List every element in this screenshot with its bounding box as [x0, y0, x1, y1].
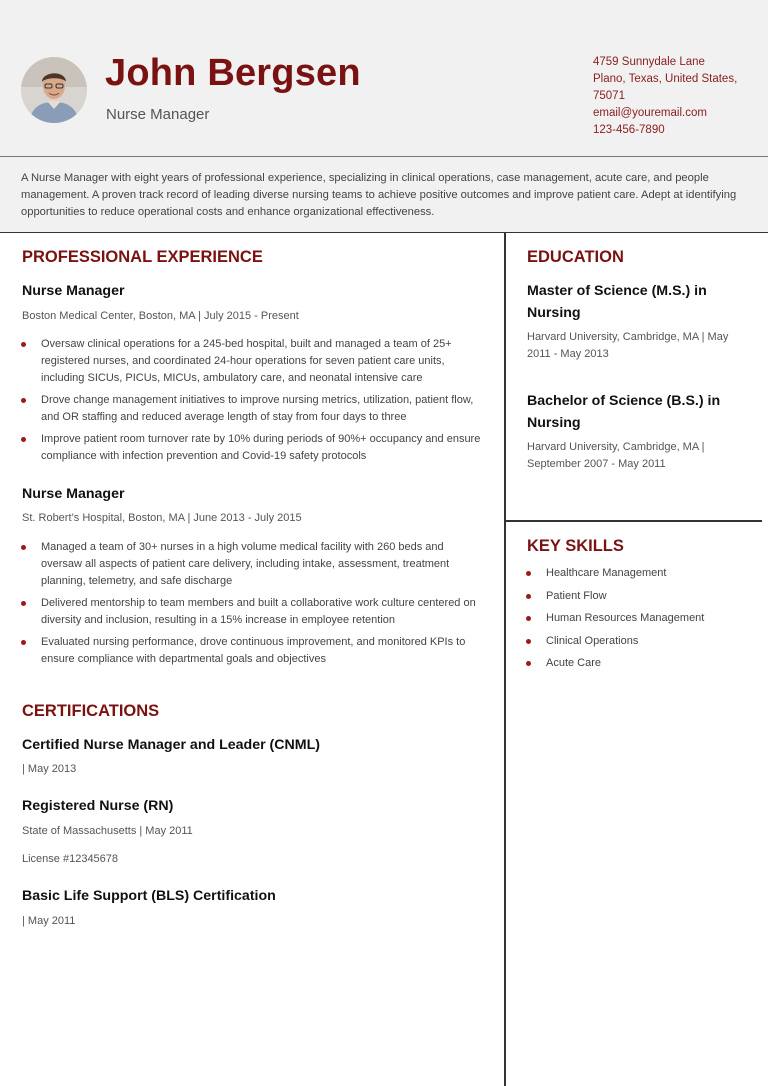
right-column-divider [506, 520, 762, 522]
degree-title-line: Nursing [527, 305, 581, 321]
degree-meta-line: September 2007 - May 2011 [527, 458, 666, 470]
address-line-2: Plano, Texas, United States, [593, 73, 738, 85]
degree-meta-line: Harvard University, Cambridge, MA | May [527, 331, 729, 343]
certification-title: Registered Nurse (RN) [22, 798, 174, 814]
degree-meta-line: Harvard University, Cambridge, MA | [527, 441, 705, 453]
job-meta: St. Robert’s Hospital, Boston, MA | June 2013 - July 2015 [22, 512, 302, 524]
bullet-item: Oversaw clinical operations for a 245-bed hospital, built and managed a team of 25+ registered nurses, and coordinated 24-hour operations for seven patient care units, including SICUs, PICUs, MICUs, ambulatory care, and neonatal intensive care [21, 336, 481, 387]
email-link[interactable]: email@youremail.com [593, 107, 707, 119]
resume-header [0, 0, 768, 157]
bullet-item: Managed a team of 30+ nurses in a high volume medical facility with 260 beds and oversaw all aspects of patient care delivery, including intake, assessment, treatment planning, telemetry, and safe discharge [21, 539, 481, 590]
degree-title [527, 280, 757, 324]
license-number: License #12345678 [22, 853, 119, 865]
summary-divider [0, 232, 768, 233]
degree-title [527, 390, 757, 434]
experience-heading: PROFESSIONAL EXPERIENCE [22, 248, 263, 266]
certification-meta: | May 2011 [22, 915, 76, 927]
candidate-title: Nurse Manager [106, 106, 210, 123]
bullet-item: Evaluated nursing performance, drove continuous improvement, and monitored KPIs to ensure compliance with departmental goals and objectives [21, 634, 481, 668]
certification-meta: | May 2013 [22, 763, 77, 775]
summary-text: A Nurse Manager with eight years of professional experience, specializing in clinical operations, case management, acute care, and people management. A proven track record of leading diverse nursing teams to achieve positive outcomes and improve patient care. Adept at identifying opportunities to reduce operational costs and enhance organizational effectiveness. [21, 172, 737, 218]
bullet-item: Delivered mentorship to team members and built a collaborative work culture centered on diversity and inclusion, resulting in a 15% increase in employee retention [21, 595, 481, 629]
certification-title: Certified Nurse Manager and Leader (CNML) [22, 737, 320, 753]
certification-meta: State of Massachusetts | May 2011 [22, 825, 193, 837]
person-photo-icon [21, 57, 87, 123]
skill-item: Human Resources Management [526, 610, 756, 627]
job-meta: Boston Medical Center, Boston, MA | July 2015 - Present [22, 310, 299, 322]
address-line-1: 4759 Sunnydale Lane [593, 56, 705, 68]
degree-meta [527, 439, 757, 473]
profile-photo [21, 57, 87, 123]
job-bullets [21, 336, 481, 465]
skill-item: Acute Care [526, 655, 756, 672]
column-divider [504, 233, 506, 1086]
certifications-heading: CERTIFICATIONS [22, 702, 160, 720]
address-line-3: 75071 [593, 90, 625, 102]
job-title: Nurse Manager [22, 486, 125, 502]
candidate-name: John Bergsen [105, 52, 361, 94]
degree-meta [527, 329, 757, 363]
phone-number: 123-456-7890 [593, 124, 665, 136]
job-bullets [21, 539, 481, 668]
degree-meta-line: 2011 - May 2013 [527, 348, 609, 360]
certification-title: Basic Life Support (BLS) Certification [22, 888, 276, 904]
skill-item: Patient Flow [526, 588, 756, 605]
degree-title-line: Nursing [527, 415, 581, 431]
job-title: Nurse Manager [22, 283, 125, 299]
summary-section [0, 157, 768, 232]
skills-list [526, 565, 756, 672]
degree-title-line: Master of Science (M.S.) in [527, 283, 707, 299]
education-heading: EDUCATION [527, 248, 624, 266]
bullet-item: Drove change management initiatives to improve nursing metrics, utilization, patient flow, and OR staffing and reduced average length of stay from four days to three [21, 392, 481, 426]
contact-block [593, 54, 758, 139]
bullet-item: Improve patient room turnover rate by 10% during periods of 90%+ occupancy and ensure compliance with infection prevention and Covid-19 safety protocols [21, 431, 481, 465]
degree-title-line: Bachelor of Science (B.S.) in [527, 393, 721, 409]
skill-item: Healthcare Management [526, 565, 756, 582]
skills-heading: KEY SKILLS [527, 537, 624, 555]
skill-item: Clinical Operations [526, 633, 756, 650]
